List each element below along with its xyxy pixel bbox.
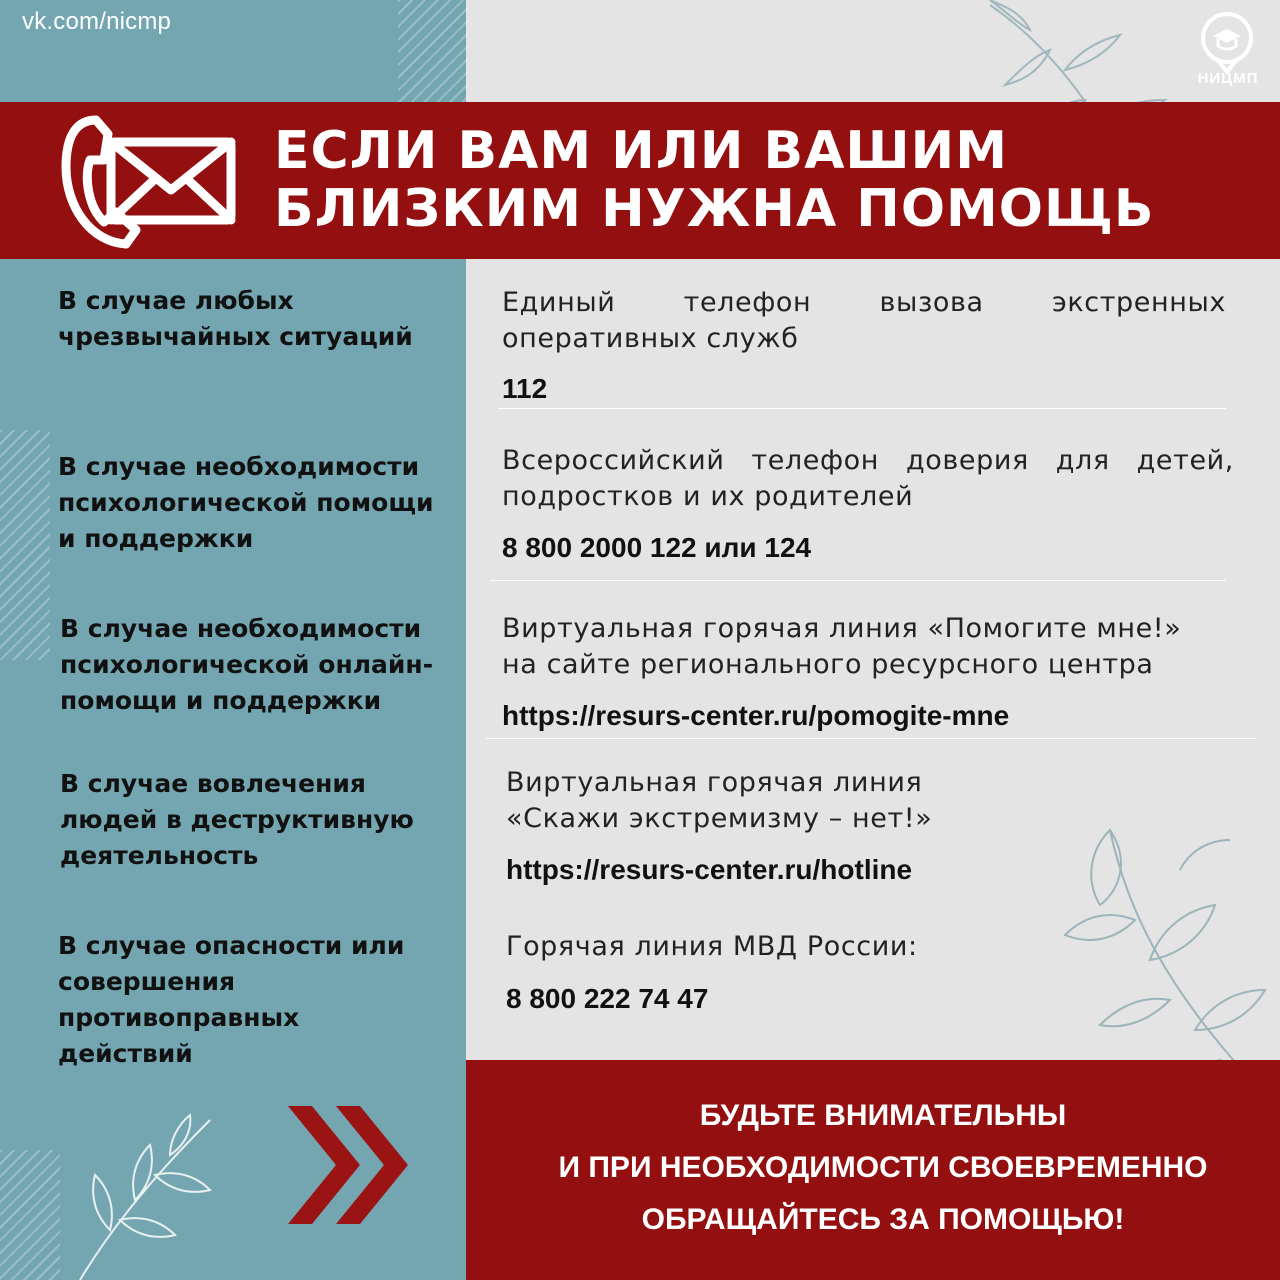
contact-phone[interactable]: 112 [502, 373, 548, 404]
service-line2: на сайте регионального ресурсного центра [502, 649, 1154, 680]
service-line2: «Скажи экстремизму – нет!» [506, 803, 933, 834]
phone-envelope-icon [56, 112, 241, 252]
footer-message [500, 1090, 1266, 1246]
hatch-pattern-bottom [0, 1150, 60, 1280]
page-title-line1: ЕСЛИ ВАМ ИЛИ ВАШИМ [274, 121, 1008, 181]
footer-line3: ОБРАЩАЙТЕСЬ ЗА ПОМОЩЬЮ! [641, 1203, 1125, 1236]
service-name: Горячая линия МВД России: [506, 931, 918, 962]
contact-phone[interactable]: 8 800 222 74 47 [506, 983, 709, 1014]
leaf-branch-bottom-icon [60, 1100, 220, 1280]
service-name [502, 611, 1226, 683]
case-label: В случае опасности или совершения противоправных действий [58, 931, 405, 1068]
service-name: Единый телефон вызова экстренных оперативных служб [502, 287, 1226, 354]
source-link[interactable]: vk.com/nicmp [22, 8, 172, 35]
contact-link[interactable]: https://resurs-center.ru/pomogite-mne [502, 700, 1010, 731]
row-divider [490, 580, 1226, 581]
case-label: В случае любых чрезвычайных ситуаций [58, 286, 413, 351]
page-title [274, 122, 1155, 238]
page-title-line2: БЛИЗКИМ НУЖНА ПОМОЩЬ [274, 179, 1155, 239]
logo-text: НИЦМП [1197, 70, 1259, 87]
service-line1: Виртуальная горячая линия [506, 767, 923, 798]
case-label: В случае вовлечения людей в деструктивную деятельность [60, 769, 414, 870]
footer-line1: БУДЬТЕ ВНИМАТЕЛЬНЫ [699, 1099, 1067, 1132]
footer-line2: И ПРИ НЕОБХОДИМОСТИ СВОЕВРЕМЕННО [558, 1151, 1208, 1184]
row-divider [498, 408, 1226, 409]
service-line1: Виртуальная горячая линия «Помогите мне!» [502, 613, 1182, 644]
row-divider [486, 738, 1256, 739]
contact-phone[interactable]: 8 800 2000 122 или 124 [502, 532, 812, 563]
hatch-pattern-left [0, 430, 50, 660]
hatch-pattern-top [398, 0, 468, 102]
service-name: Всероссийский телефон доверия для детей, подростков и их родителей [502, 445, 1234, 512]
contact-link[interactable]: https://resurs-center.ru/hotline [506, 854, 913, 885]
case-label: В случае необходимости психологической онлайн-помощи и поддержки [60, 614, 434, 715]
service-name [506, 765, 1230, 837]
case-label: В случае необходимости психологической помощи и поддержки [58, 452, 434, 553]
double-chevron-right-icon [282, 1100, 414, 1230]
